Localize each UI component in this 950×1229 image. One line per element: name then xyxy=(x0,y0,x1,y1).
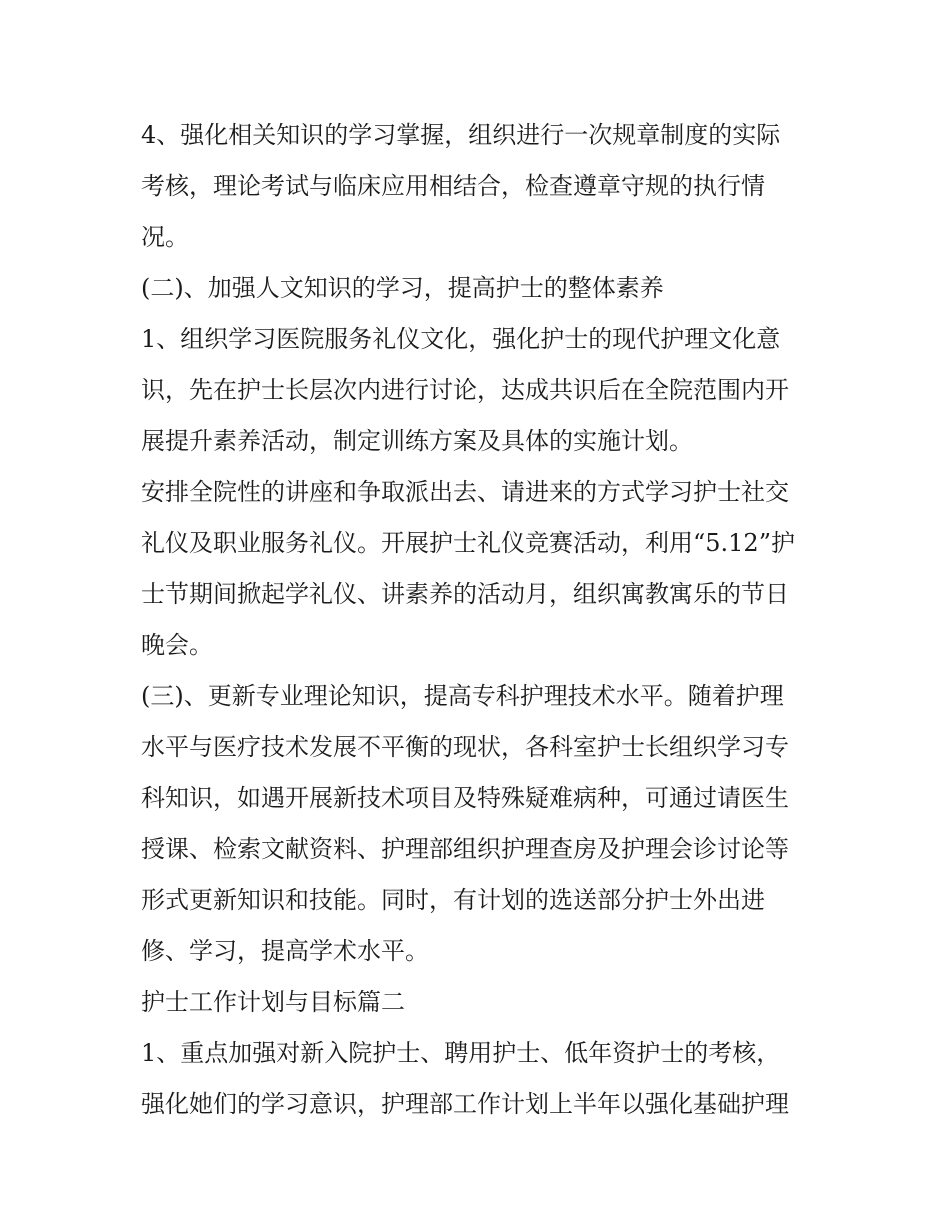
text-line: 1、组织学习医院服务礼仪文化，强化护士的现代护理文化意 xyxy=(141,325,781,353)
chapter-heading: 护士工作计划与目标篇二 xyxy=(141,988,405,1016)
text-line: 形式更新知识和技能。同时，有计划的选送部分护士外出进 xyxy=(141,886,765,914)
text-line: 考核，理论考试与临床应用相结合，检查遵章守规的执行情 xyxy=(141,172,765,200)
text-line: 晚会。 xyxy=(141,631,213,659)
section-heading: (二)、加强人文知识的学习，提高护士的整体素养 xyxy=(141,274,664,302)
text-line: 士节期间掀起学礼仪、讲素养的活动月，组织寓教寓乐的节日 xyxy=(141,580,789,608)
text-line: 况。 xyxy=(141,223,189,251)
section-heading: (三)、更新专业理论知识，提高专科护理技术水平。随着护理 xyxy=(141,682,784,710)
text-line: 展提升素养活动，制定训练方案及具体的实施计划。 xyxy=(141,427,693,455)
text-line: 礼仪及职业服务礼仪。开展护士礼仪竞赛活动，利用“5.12”护 xyxy=(141,529,795,557)
text-line: 强化她们的学习意识，护理部工作计划上半年以强化基础护理 xyxy=(141,1090,789,1118)
text-line: 4、强化相关知识的学习掌握，组织进行一次规章制度的实际 xyxy=(141,121,781,149)
document-body xyxy=(141,110,821,1130)
text-line: 1、重点加强对新入院护士、聘用护士、低年资护士的考核， xyxy=(141,1039,781,1067)
text-line: 水平与医疗技术发展不平衡的现状，各科室护士长组织学习专 xyxy=(141,733,789,761)
text-line: 识，先在护士长层次内进行讨论，达成共识后在全院范围内开 xyxy=(141,376,789,404)
text-line: 科知识，如遇开展新技术项目及特殊疑难病种，可通过请医生 xyxy=(141,784,789,812)
text-line: 安排全院性的讲座和争取派出去、请进来的方式学习护士社交 xyxy=(141,478,789,506)
text-line: 授课、检索文献资料、护理部组织护理查房及护理会诊讨论等 xyxy=(141,835,789,863)
text-line: 修、学习，提高学术水平。 xyxy=(141,937,429,965)
